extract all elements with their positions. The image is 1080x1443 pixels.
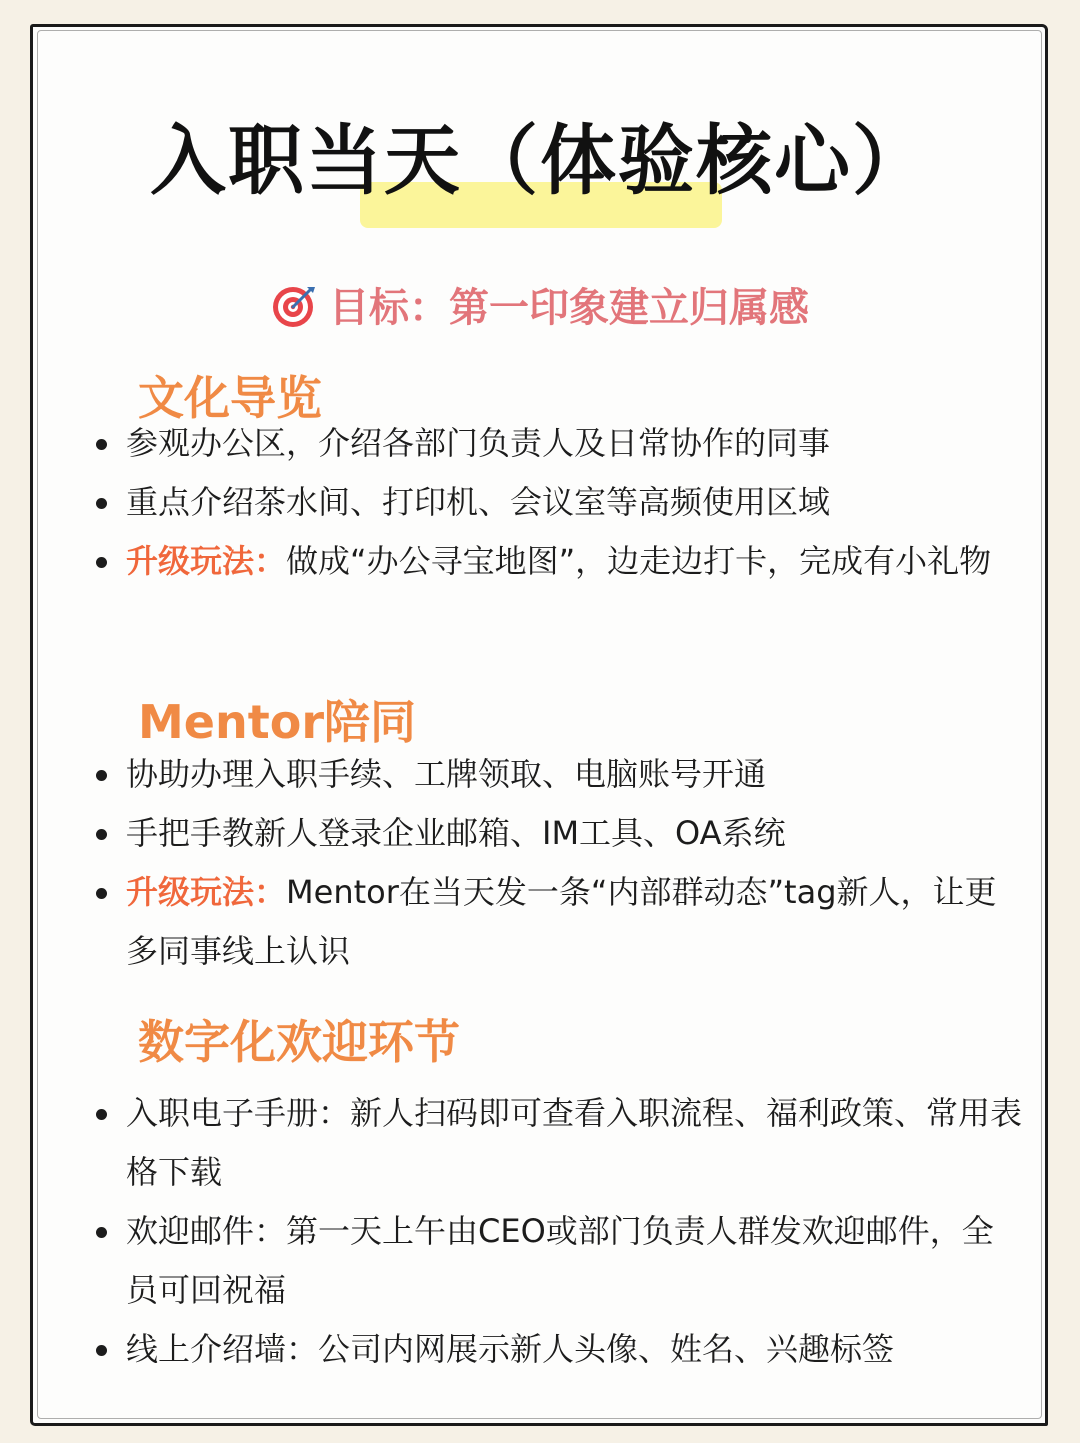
upgrade-label: 升级玩法： bbox=[126, 542, 287, 580]
list-item: 欢迎邮件：第一天上午由CEO或部门负责人群发欢迎邮件，全员可回祝福 bbox=[92, 1202, 1022, 1320]
list-item: 线上介绍墙：公司内网展示新人头像、姓名、兴趣标签 bbox=[92, 1320, 1022, 1379]
list-item: 协助办理入职手续、工牌领取、电脑账号开通 bbox=[92, 745, 1022, 804]
culture-tour-list bbox=[92, 414, 1022, 591]
list-item: 参观办公区，介绍各部门负责人及日常协作的同事 bbox=[92, 414, 1022, 473]
dot-bullet bbox=[96, 888, 107, 899]
dot-bullet bbox=[96, 829, 107, 840]
list-item: 升级玩法：Mentor在当天发一条“内部群动态”tag新人，让更多同事线上认识 bbox=[92, 863, 1022, 981]
dot-bullet bbox=[96, 1227, 107, 1238]
dot-bullet bbox=[96, 498, 107, 509]
page-title: 入职当天（体验核心） bbox=[150, 116, 930, 205]
section-title-mentor: Mentor陪同 bbox=[138, 695, 416, 749]
dot-bullet bbox=[96, 770, 107, 781]
upgrade-label: 升级玩法： bbox=[126, 873, 287, 911]
dot-bullet bbox=[96, 1109, 107, 1120]
dot-bullet bbox=[96, 1345, 107, 1356]
list-item: 升级玩法：做成“办公寻宝地图”，边走边打卡，完成有小礼物 bbox=[92, 532, 1022, 591]
mentor-list bbox=[92, 745, 1022, 981]
dot-bullet bbox=[96, 439, 107, 450]
section-title-digital-welcome: 数字化欢迎环节 bbox=[138, 1015, 460, 1069]
goal-line bbox=[0, 276, 1080, 333]
goal-text: 目标：第一印象建立归属感 bbox=[329, 285, 809, 331]
dot-bullet bbox=[96, 557, 107, 568]
list-item: 手把手教新人登录企业邮箱、IM工具、OA系统 bbox=[92, 804, 1022, 863]
target-icon bbox=[271, 283, 317, 329]
section-title-culture-tour: 文化导览 bbox=[138, 371, 322, 425]
list-item: 入职电子手册：新人扫码即可查看入职流程、福利政策、常用表格下载 bbox=[92, 1084, 1022, 1202]
list-item: 重点介绍茶水间、打印机、会议室等高频使用区域 bbox=[92, 473, 1022, 532]
digital-welcome-list bbox=[92, 1084, 1022, 1379]
